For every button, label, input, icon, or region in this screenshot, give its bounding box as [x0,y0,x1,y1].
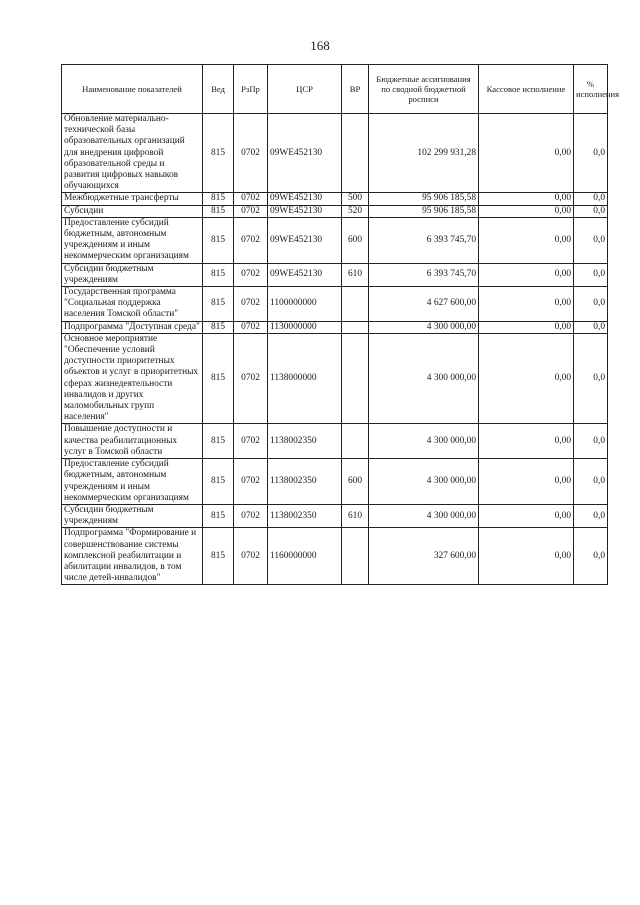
row-name: Субсидии бюджетным учреждениям [62,263,203,286]
row-ved: 815 [203,321,234,333]
row-name: Подпрограмма "Формирование и совершенствование системы комплексной реабилитации и абилитации инвалидов, в том числе детей-инвалидов" [62,528,203,585]
row-budget: 102 299 931,28 [369,114,479,193]
row-pct: 0,0 [574,459,608,505]
row-ved: 815 [203,459,234,505]
row-name: Обновление материально-технической базы образовательных организаций для внедрения цифровой образовательной среды и развития цифровых навыков обучающихся [62,114,203,193]
row-rzpr: 0702 [234,287,268,322]
header-ved: Вед [203,65,234,114]
row-ved: 815 [203,333,234,424]
row-rzpr: 0702 [234,205,268,217]
row-rzpr: 0702 [234,459,268,505]
row-csr: 09WE452130 [268,114,342,193]
row-ved: 815 [203,528,234,585]
row-ved: 815 [203,263,234,286]
header-cash: Кассовое исполнение [479,65,574,114]
row-budget: 327 600,00 [369,528,479,585]
row-ved: 815 [203,114,234,193]
row-budget: 6 393 745,70 [369,217,479,263]
row-rzpr: 0702 [234,321,268,333]
row-vr [342,321,369,333]
table-row [62,263,608,286]
row-cash: 0,00 [479,459,574,505]
row-budget: 95 906 185,58 [369,205,479,217]
header-csr: ЦСР [268,65,342,114]
row-csr: 1100000000 [268,287,342,322]
table-row [62,528,608,585]
row-pct: 0,0 [574,193,608,205]
row-cash: 0,00 [479,114,574,193]
row-vr: 610 [342,504,369,527]
header-rzpr: РзПр [234,65,268,114]
row-vr [342,114,369,193]
row-name: Подпрограмма "Доступная среда" [62,321,203,333]
table-row [62,217,608,263]
row-name: Государственная программа "Социальная поддержка населения Томской области" [62,287,203,322]
row-csr: 1160000000 [268,528,342,585]
table-row [62,424,608,459]
table-row [62,321,608,333]
row-rzpr: 0702 [234,333,268,424]
row-ved: 815 [203,424,234,459]
row-vr: 610 [342,263,369,286]
header-row [62,65,608,114]
table-row [62,114,608,193]
row-cash: 0,00 [479,193,574,205]
row-csr: 09WE452130 [268,263,342,286]
row-pct: 0,0 [574,333,608,424]
row-pct: 0,0 [574,217,608,263]
row-vr: 520 [342,205,369,217]
table-row [62,287,608,322]
row-rzpr: 0702 [234,193,268,205]
row-csr: 1138002350 [268,504,342,527]
row-csr: 1130000000 [268,321,342,333]
row-vr [342,333,369,424]
table-row [62,205,608,217]
row-cash: 0,00 [479,321,574,333]
row-budget: 4 300 000,00 [369,424,479,459]
row-vr: 600 [342,217,369,263]
row-name: Предоставление субсидий бюджетным, автономным учреждениям и иным некоммерческим организациям [62,217,203,263]
row-csr: 1138000000 [268,333,342,424]
row-pct: 0,0 [574,205,608,217]
page-number: 168 [310,38,330,53]
header-pct: % исполнения [574,65,608,114]
row-rzpr: 0702 [234,114,268,193]
row-name: Субсидии [62,205,203,217]
row-ved: 815 [203,287,234,322]
budget-table [61,64,620,585]
row-budget: 4 300 000,00 [369,321,479,333]
header-vr: ВР [342,65,369,114]
row-vr: 500 [342,193,369,205]
table-row [62,333,608,424]
row-cash: 0,00 [479,504,574,527]
row-rzpr: 0702 [234,504,268,527]
row-rzpr: 0702 [234,528,268,585]
row-csr: 1138002350 [268,459,342,505]
row-cash: 0,00 [479,263,574,286]
row-ved: 815 [203,504,234,527]
row-rzpr: 0702 [234,263,268,286]
row-csr: 09WE452130 [268,217,342,263]
row-name: Субсидии бюджетным учреждениям [62,504,203,527]
row-cash: 0,00 [479,205,574,217]
row-pct: 0,0 [574,424,608,459]
row-cash: 0,00 [479,424,574,459]
header-name: Наименование показателей [62,65,203,114]
table-row [62,504,608,527]
row-cash: 0,00 [479,287,574,322]
row-ved: 815 [203,205,234,217]
row-pct: 0,0 [574,504,608,527]
row-rzpr: 0702 [234,217,268,263]
row-cash: 0,00 [479,333,574,424]
table-row [62,459,608,505]
row-vr [342,528,369,585]
table-row [62,193,608,205]
row-cash: 0,00 [479,528,574,585]
row-budget: 4 300 000,00 [369,504,479,527]
row-pct: 0,0 [574,321,608,333]
row-vr [342,287,369,322]
row-pct: 0,0 [574,287,608,322]
row-budget: 4 300 000,00 [369,459,479,505]
row-budget: 4 627 600,00 [369,287,479,322]
row-name: Основное мероприятие "Обеспечение условий доступности приоритетных объектов и услуг в приоритетных сферах жизнедеятельности инвалидов и других маломобильных групп населения" [62,333,203,424]
row-cash: 0,00 [479,217,574,263]
row-csr: 09WE452130 [268,205,342,217]
header-budget: Бюджетные ассигнования по сводной бюджетной росписи [369,65,479,114]
row-pct: 0,0 [574,528,608,585]
row-budget: 95 906 185,58 [369,193,479,205]
row-pct: 0,0 [574,263,608,286]
row-csr: 09WE452130 [268,193,342,205]
row-vr: 600 [342,459,369,505]
row-name: Предоставление субсидий бюджетным, автономным учреждениям и иным некоммерческим организациям [62,459,203,505]
row-name: Межбюджетные трансферты [62,193,203,205]
row-csr: 1138002350 [268,424,342,459]
row-pct: 0,0 [574,114,608,193]
row-ved: 815 [203,217,234,263]
row-ved: 815 [203,193,234,205]
row-budget: 4 300 000,00 [369,333,479,424]
row-rzpr: 0702 [234,424,268,459]
row-budget: 6 393 745,70 [369,263,479,286]
row-name: Повышение доступности и качества реабилитационных услуг в Томской области [62,424,203,459]
row-vr [342,424,369,459]
